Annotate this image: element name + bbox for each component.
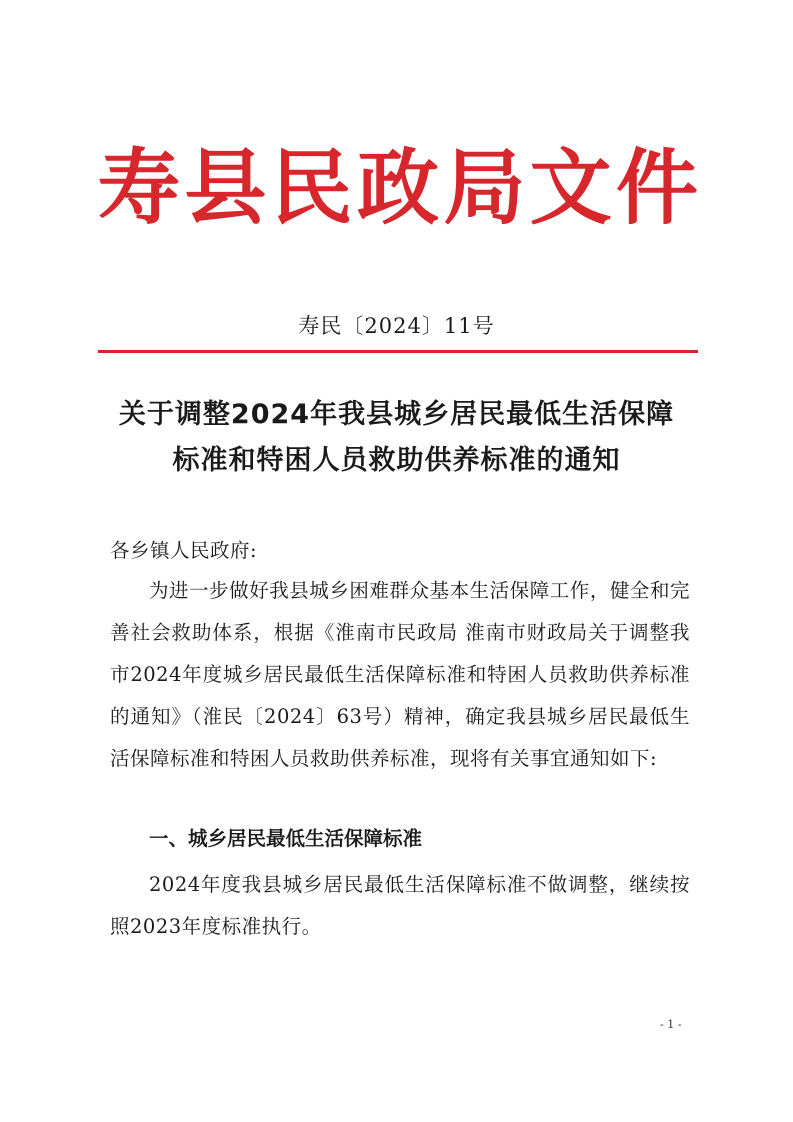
- document-number: 寿民〔2024〕11号: [298, 314, 495, 338]
- masthead-char: 局: [443, 140, 526, 236]
- document-title-line-2: 标准和特困人员救助供养标准的通知: [172, 445, 621, 476]
- salutation: 各乡镇人民政府:: [110, 539, 258, 562]
- body-paragraph-2: 2024年度我县城乡居民最低生活保障标准不做调整，继续按照2023年度标准执行。: [110, 873, 690, 938]
- document-title-line-1: 关于调整2024年我县城乡居民最低生活保障: [118, 399, 675, 430]
- body-paragraph-1: 为进一步做好我县城乡困难群众基本生活保障工作，健全和完善社会救助体系，根据《淮南市民政局 淮南市财政局关于调整我市2024年度城乡居民最低生活保障标准和特困人员救助供养标准的通知》（淮民〔2024〕63号）精神，确定我县城乡居民最低生活保障标准和特困人员救助供养标准，现将有关事宜通知如下:: [110, 579, 690, 770]
- masthead-char: 文: [529, 140, 612, 236]
- section-heading-1: 一、城乡居民最低生活保障标准: [149, 827, 423, 850]
- red-divider-line: [98, 350, 698, 353]
- page-number: - 1 -: [660, 1018, 682, 1031]
- masthead-char: 寿: [98, 140, 181, 236]
- masthead-char: 县: [184, 140, 267, 236]
- masthead: [98, 133, 698, 243]
- masthead-char: 民: [270, 140, 353, 236]
- masthead-char: 件: [615, 140, 698, 236]
- masthead-char: 政: [356, 140, 439, 236]
